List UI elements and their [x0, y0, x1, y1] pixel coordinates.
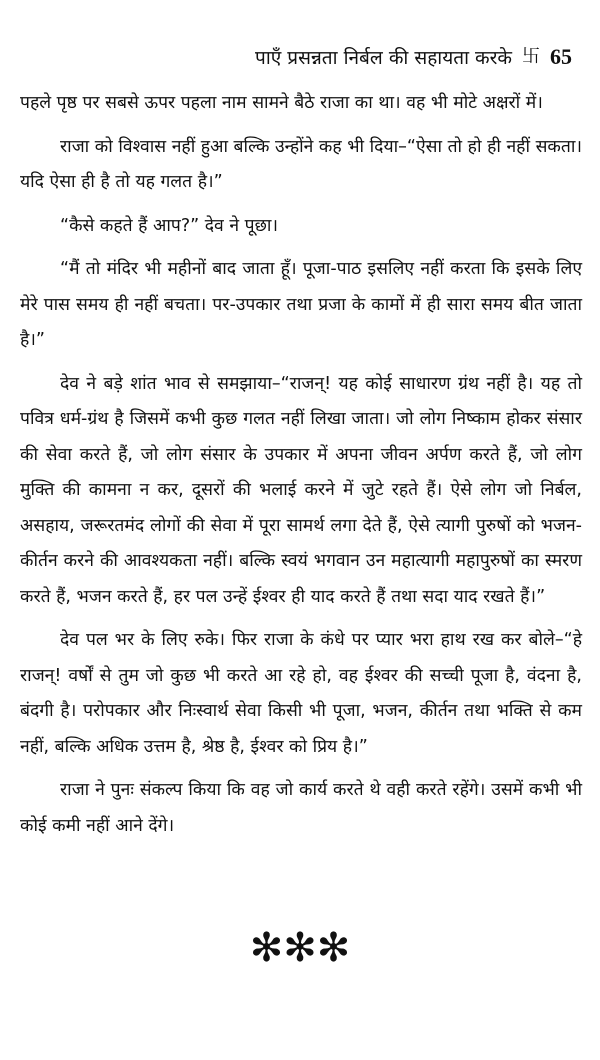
- running-title: पाएँ प्रसन्नता निर्बल की सहायता करके: [255, 47, 512, 69]
- paragraph: राजा ने पुनः संकल्प किया कि वह जो कार्य करते थे वही करते रहेंगे। उसमें कभी भी कोई कमी नहीं आने देंगे।: [20, 780, 582, 836]
- paragraph: पहले पृष्ठ पर सबसे ऊपर पहला नाम सामने बैठे राजा का था। वह भी मोटे अक्षरों में।: [20, 93, 543, 113]
- paragraph: देव ने बड़े शांत भाव से समझाया–“राजन्! यह कोई साधारण ग्रंथ नहीं है। यह तो पवित्र धर्म-ग्रंथ है जिसमें कभी कुछ गलत नहीं लिखा जाता। जो लोग निष्काम होकर संसार की सेवा करते हैं, जो लोग संसार के उपकार में अपना जीवन अर्पण करते हैं, जो लोग मुक्ति की कामना न कर, दूसरों की भलाई करने में जुटे रहते हैं। ऐसे लोग जो निर्बल, असहाय, जरूरतमंद लोगों की सेवा में पूरा सामर्थ लगा देते हैं, ऐसे त्यागी पुरुषों को भजन-कीर्तन करने की आवश्यकता नहीं। बल्कि स्वयं भगवान उन महात्यागी महापुरुषों का स्मरण करते हैं, भजन करते हैं, हर पल उन्हें ईश्वर ही याद करते हैं तथा सदा याद रखते हैं।”: [20, 373, 582, 607]
- section-divider: ✻✻✻: [249, 925, 351, 971]
- swastika-icon: 卐: [522, 46, 540, 67]
- paragraph: राजा को विश्वास नहीं हुआ बल्कि उन्होंने कह भी दिया–“ऐसा तो हो ही नहीं सकता। यदि ऐसा ही है तो यह गलत है।”: [20, 136, 582, 192]
- paragraph: “मैं तो मंदिर भी महीनों बाद जाता हूँ। पूजा-पाठ इसलिए नहीं करता कि इसके लिए मेरे पास समय ही नहीं बचता। पर-उपकार तथा प्रजा के कामों में ही सारा समय बीत जाता है।”: [20, 259, 582, 350]
- paragraph: देव पल भर के लिए रुके। फिर राजा के कंधे पर प्यार भरा हाथ रख कर बोले–“हे राजन्! वर्षों से तुम जो कुछ भी करते आ रहे हो, वह ईश्वर की सच्ची पूजा है, वंदना है, बंदगी है। परोपकार और निःस्वार्थ सेवा किसी भी पूजा, भजन, कीर्तन तथा भक्ति से कम नहीं, बल्कि अधिक उत्तम है, श्रेष्ठ है, ईश्वर को प्रिय है।”: [20, 630, 582, 757]
- running-header: [22, 42, 572, 72]
- body-text: [20, 86, 582, 852]
- page-number: 65: [550, 44, 572, 69]
- paragraph: “कैसे कहते हैं आप?” देव ने पूछा।: [60, 215, 278, 236]
